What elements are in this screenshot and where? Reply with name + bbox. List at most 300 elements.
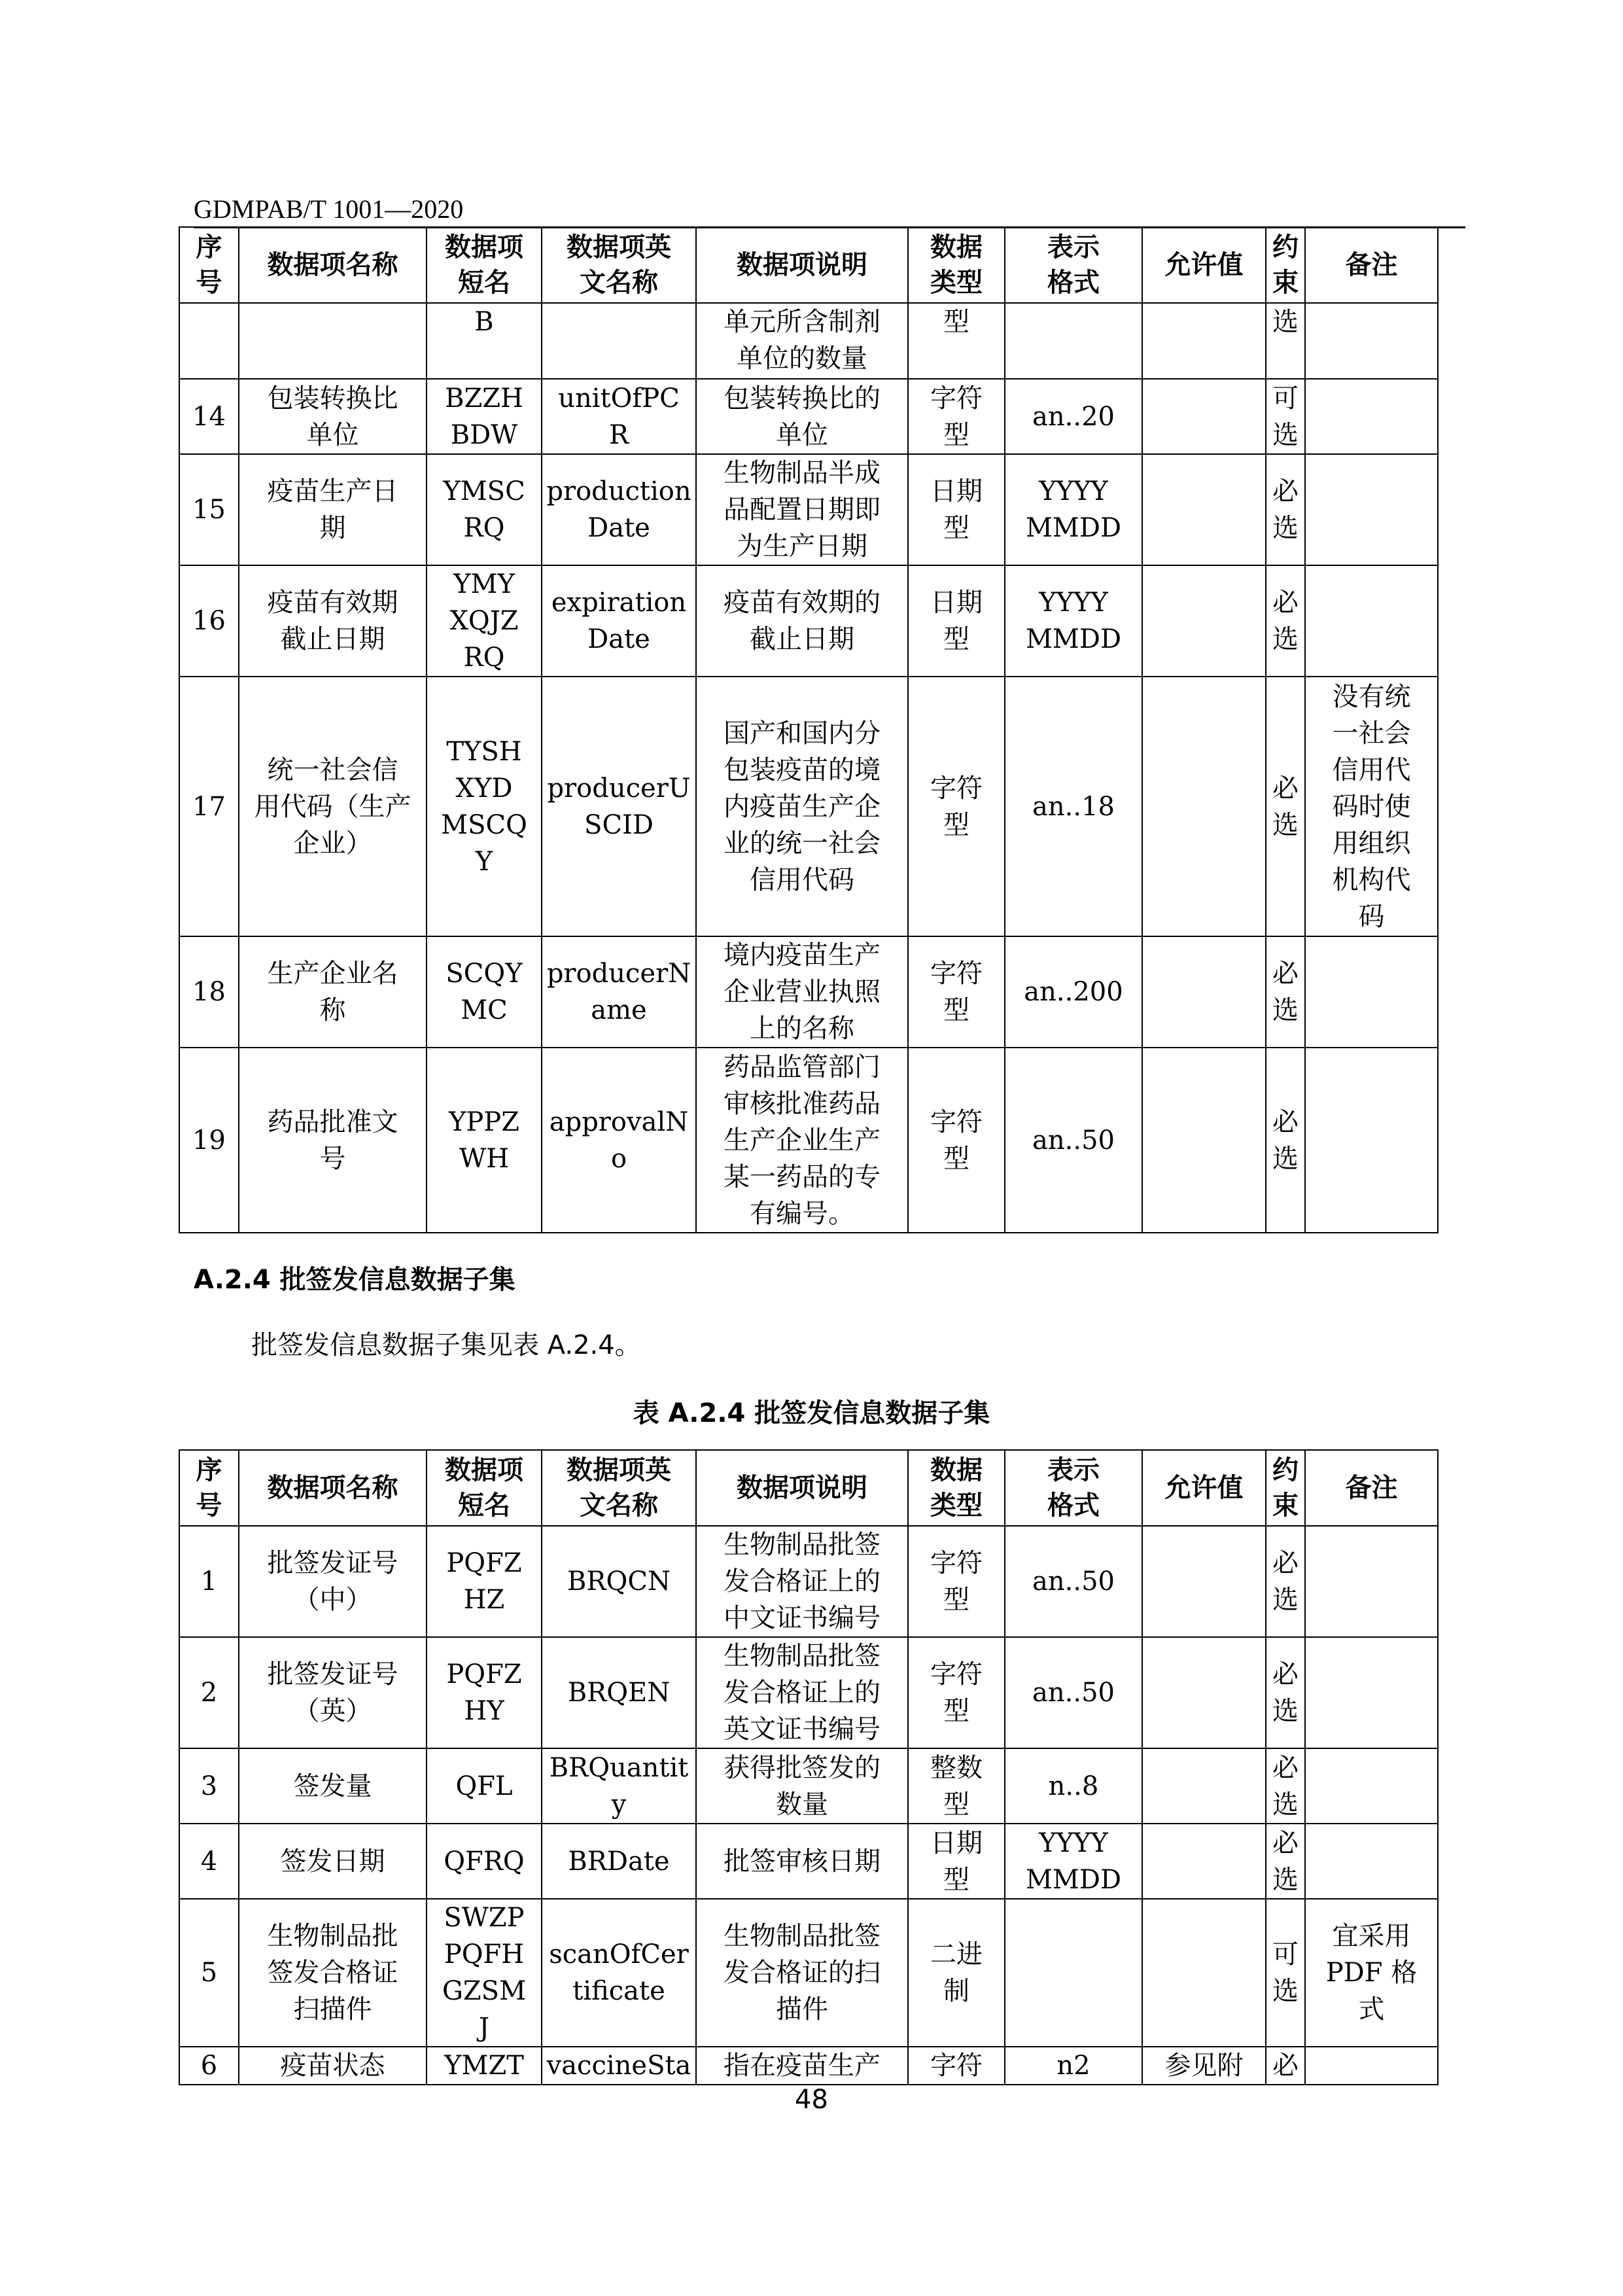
cell-line: 必 <box>1272 476 1299 506</box>
cell-line: ame <box>591 995 647 1025</box>
column-header-format <box>1005 227 1142 303</box>
column-header-constraint <box>1266 227 1305 303</box>
cell-line: 16 <box>192 606 226 636</box>
cell-line: 数据 <box>930 232 983 262</box>
cell-line: 允许值 <box>1164 250 1244 280</box>
cell-line: 一社会 <box>1332 718 1411 749</box>
cell-line: 境内疫苗生产 <box>724 940 881 970</box>
cell-line: 14 <box>192 401 226 432</box>
cell-line: 18 <box>192 977 226 1007</box>
cell-item-name <box>239 1899 427 2047</box>
cell-short-name <box>427 303 542 379</box>
cell-format <box>1005 1637 1142 1748</box>
column-header-short-name <box>427 1450 542 1526</box>
cell-line: 类型 <box>930 1491 983 1521</box>
cell-line: 必 <box>1272 959 1299 989</box>
cell-line: 有编号。 <box>750 1198 854 1229</box>
cell-line: 单元所含制剂 <box>724 307 881 337</box>
cell-allowed-values <box>1142 1824 1266 1899</box>
cell-line: PQFH <box>444 1939 525 1969</box>
cell-data-type <box>908 1824 1005 1899</box>
cell-line: YYYY <box>1039 1828 1108 1858</box>
cell-line: BRDate <box>568 1846 670 1877</box>
cell-line: 包装转换比的 <box>724 383 881 414</box>
column-header-constraint <box>1266 1450 1305 1526</box>
cell-line: 型 <box>943 307 969 337</box>
cell-format <box>1005 303 1142 379</box>
cell-line: 必 <box>1272 1828 1299 1858</box>
cell-line: 可 <box>1272 1939 1299 1969</box>
cell-line: 3 <box>200 1771 218 1801</box>
column-header-allowed-values <box>1142 227 1266 303</box>
cell-seq <box>179 1526 239 1637</box>
cell-line: 数据项说明 <box>737 250 867 280</box>
cell-line: 必 <box>1272 773 1299 804</box>
cell-line: 字符 <box>930 959 983 989</box>
cell-line: 批签发证号 <box>267 1548 398 1578</box>
cell-line: 药品监管部门 <box>724 1051 881 1082</box>
cell-line: 码时使 <box>1332 791 1411 822</box>
cell-line: 数据项说明 <box>737 1473 867 1503</box>
cell-line: 4 <box>200 1846 218 1877</box>
cell-line: 信用代 <box>1332 754 1411 785</box>
cell-data-type <box>908 565 1005 677</box>
cell-line: 参见附 <box>1164 2051 1244 2081</box>
cell-line: unitOfPC <box>558 383 680 414</box>
cell-remarks <box>1305 677 1438 936</box>
cell-line: YMZT <box>444 2051 524 2081</box>
cell-line: 序 <box>196 232 222 262</box>
cell-line: PQFZ <box>446 1548 522 1578</box>
cell-line: 疫苗有效期 <box>267 588 398 618</box>
cell-item-name <box>239 2047 427 2085</box>
cell-line: 约 <box>1272 1455 1299 1485</box>
cell-format <box>1005 1899 1142 2047</box>
cell-allowed-values <box>1142 1526 1266 1637</box>
cell-line: PQFZ <box>446 1659 522 1689</box>
cell-line: 可 <box>1272 383 1299 414</box>
cell-english-name <box>542 936 696 1048</box>
cell-data-type <box>908 303 1005 379</box>
cell-seq <box>179 1748 239 1824</box>
cell-line: 选 <box>1272 624 1299 654</box>
cell-item-name <box>239 303 427 379</box>
cell-line: 字符 <box>930 773 983 804</box>
cell-line: 表示 <box>1047 232 1100 262</box>
cell-allowed-values <box>1142 1048 1266 1233</box>
cell-format <box>1005 677 1142 936</box>
cell-line: 1 <box>200 1566 218 1597</box>
cell-line: 用组织 <box>1332 828 1411 858</box>
table-row <box>179 1748 1438 1824</box>
cell-line: 企业营业执照 <box>724 977 881 1007</box>
cell-line: 药品批准文 <box>267 1106 398 1137</box>
cell-line: 字符 <box>930 1106 983 1137</box>
cell-constraint <box>1266 1899 1305 2047</box>
cell-line: 码 <box>1358 901 1385 932</box>
cell-line: 选 <box>1272 419 1299 450</box>
cell-line: SCQY <box>445 959 523 989</box>
cell-seq <box>179 454 239 565</box>
cell-line: 签发日期 <box>280 1846 385 1877</box>
cell-remarks <box>1305 1824 1438 1899</box>
cell-description <box>696 936 908 1048</box>
table-row <box>179 565 1438 677</box>
table-header-row <box>179 1450 1438 1526</box>
cell-line: n2 <box>1056 2051 1091 2081</box>
cell-line: R <box>608 419 629 450</box>
cell-data-type <box>908 379 1005 454</box>
cell-line: BRQuantit <box>549 1752 689 1783</box>
cell-line: 字符 <box>930 383 983 414</box>
cell-line: 指在疫苗生产 <box>724 2051 881 2081</box>
cell-line: 批签审核日期 <box>724 1846 881 1877</box>
cell-line: 型 <box>943 1143 969 1174</box>
cell-line: 型 <box>943 624 969 654</box>
cell-line: 选 <box>1272 1789 1299 1820</box>
cell-line: 签发合格证 <box>267 1958 398 1988</box>
cell-line: 批签发证号 <box>267 1659 398 1689</box>
cell-line: 用代码（生产 <box>254 791 411 822</box>
cell-line: 日期 <box>930 476 983 506</box>
cell-constraint <box>1266 1048 1305 1233</box>
cell-line: 号 <box>196 268 222 298</box>
cell-line: 数据项 <box>445 232 523 262</box>
cell-seq <box>179 303 239 379</box>
cell-line: 6 <box>200 2051 218 2081</box>
cell-constraint <box>1266 379 1305 454</box>
cell-remarks <box>1305 2047 1438 2085</box>
column-header-english-name <box>542 227 696 303</box>
column-header-data-type <box>908 227 1005 303</box>
cell-remarks <box>1305 454 1438 565</box>
cell-data-type <box>908 1899 1005 2047</box>
cell-line: 上的名称 <box>750 1014 854 1044</box>
cell-line: producerN <box>546 959 691 989</box>
cell-line: SWZP <box>444 1903 525 1933</box>
cell-remarks <box>1305 1526 1438 1637</box>
cell-line: Y <box>475 846 493 877</box>
cell-remarks <box>1305 1637 1438 1748</box>
cell-data-type <box>908 1526 1005 1637</box>
cell-short-name <box>427 1899 542 2047</box>
cell-data-type <box>908 1637 1005 1748</box>
cell-description <box>696 1048 908 1233</box>
cell-line: 单位的数量 <box>737 344 867 374</box>
table-header-row <box>179 227 1438 303</box>
cell-allowed-values <box>1142 379 1266 454</box>
cell-line: HY <box>464 1696 504 1726</box>
cell-line: B <box>474 307 494 337</box>
cell-line: 2 <box>200 1678 218 1708</box>
cell-line: RQ <box>463 513 505 543</box>
cell-constraint <box>1266 677 1305 936</box>
cell-data-type <box>908 454 1005 565</box>
cell-description <box>696 379 908 454</box>
cell-short-name <box>427 565 542 677</box>
cell-format <box>1005 454 1142 565</box>
cell-english-name <box>542 565 696 677</box>
cell-line: 中文证书编号 <box>724 1603 881 1633</box>
cell-line: 整数 <box>930 1752 983 1783</box>
cell-line: MMDD <box>1025 513 1122 543</box>
cell-line: 型 <box>943 809 969 840</box>
cell-short-name <box>427 1637 542 1748</box>
cell-line: 疫苗生产日 <box>267 476 398 506</box>
cell-line: 选 <box>1272 1585 1299 1615</box>
cell-allowed-values <box>1142 454 1266 565</box>
cell-line: 短名 <box>458 268 510 298</box>
column-header-allowed-values <box>1142 1450 1266 1526</box>
cell-line: 字符 <box>930 2051 983 2081</box>
cell-line: 字符 <box>930 1548 983 1578</box>
cell-line: o <box>610 1143 627 1174</box>
cell-line: 宜采用 <box>1332 1921 1411 1951</box>
table-caption: 表 A.2.4 批签发信息数据子集 <box>633 1398 990 1428</box>
cell-allowed-values <box>1142 565 1266 677</box>
cell-line: YYYY <box>1039 476 1108 506</box>
cell-english-name <box>542 379 696 454</box>
cell-line: 截止日期 <box>280 624 385 654</box>
cell-line: MC <box>461 995 508 1025</box>
cell-line: TYSH <box>446 736 522 767</box>
cell-line: 内疫苗生产企 <box>724 791 881 822</box>
cell-line: 包装转换比 <box>267 383 398 414</box>
cell-line: 束 <box>1272 268 1299 298</box>
cell-line: 选 <box>1272 995 1299 1025</box>
cell-line: 19 <box>192 1125 226 1156</box>
cell-line: HZ <box>463 1585 505 1615</box>
cell-line: 发合格证上的 <box>724 1566 881 1597</box>
cell-item-name <box>239 379 427 454</box>
cell-line: y <box>611 1789 627 1820</box>
cell-short-name <box>427 1824 542 1899</box>
cell-line: 5 <box>200 1958 218 1988</box>
cell-seq <box>179 1048 239 1233</box>
cell-constraint <box>1266 565 1305 677</box>
cell-remarks <box>1305 1899 1438 2047</box>
cell-line: 为生产日期 <box>737 531 867 561</box>
cell-line: 业的统一社会 <box>724 828 881 858</box>
cell-item-name <box>239 1526 427 1637</box>
cell-line: an..200 <box>1024 977 1123 1007</box>
cell-line: 型 <box>943 419 969 450</box>
cell-line: n..8 <box>1048 1771 1099 1801</box>
cell-format <box>1005 936 1142 1048</box>
cell-line: 审核批准药品 <box>724 1088 881 1119</box>
cell-line: （英） <box>293 1696 372 1726</box>
cell-line: QFRQ <box>444 1846 525 1877</box>
cell-line: XQJZ <box>449 606 519 636</box>
section-text: 批签发信息数据子集见表 A.2.4。 <box>251 1330 641 1360</box>
cell-line: 品配置日期即 <box>724 495 881 525</box>
cell-line: 备注 <box>1345 250 1398 280</box>
cell-short-name <box>427 1748 542 1824</box>
cell-line: BRQCN <box>567 1566 671 1597</box>
cell-short-name <box>427 2047 542 2085</box>
cell-constraint <box>1266 936 1305 1048</box>
cell-seq <box>179 1637 239 1748</box>
cell-line: 数据项 <box>445 1455 523 1485</box>
cell-line: 格式 <box>1047 268 1100 298</box>
cell-line: BZZH <box>445 383 523 414</box>
cell-line: 包装疫苗的境 <box>724 754 881 785</box>
cell-seq <box>179 565 239 677</box>
cell-line: 文名称 <box>580 268 658 298</box>
cell-item-name <box>239 565 427 677</box>
cell-line: 选 <box>1272 307 1299 337</box>
cell-description <box>696 1748 908 1824</box>
cell-format <box>1005 1748 1142 1824</box>
cell-constraint <box>1266 303 1305 379</box>
cell-short-name <box>427 454 542 565</box>
cell-format <box>1005 565 1142 677</box>
cell-line: 字符 <box>930 1659 983 1689</box>
cell-line: 数据项英 <box>567 1455 671 1485</box>
table-row <box>179 379 1438 454</box>
cell-line: 疫苗有效期的 <box>724 588 881 618</box>
cell-short-name <box>427 1526 542 1637</box>
cell-line: producerU <box>547 773 691 804</box>
document-code: GDMPAB/T 1001—2020 <box>194 194 464 224</box>
cell-line: XYD <box>455 773 513 804</box>
cell-constraint <box>1266 1824 1305 1899</box>
cell-line: 必 <box>1272 1106 1299 1137</box>
cell-line: PDF 格 <box>1325 1958 1418 1988</box>
cell-line: 日期 <box>930 1828 983 1858</box>
cell-line: 疫苗状态 <box>280 2051 385 2081</box>
cell-line: 必 <box>1272 2051 1299 2081</box>
cell-constraint <box>1266 2047 1305 2085</box>
cell-line: 日期 <box>930 588 983 618</box>
cell-line: 文名称 <box>580 1491 658 1521</box>
cell-item-name <box>239 1048 427 1233</box>
cell-line: 统一社会信 <box>267 754 398 785</box>
table-row <box>179 2047 1438 2085</box>
cell-data-type <box>908 1048 1005 1233</box>
cell-item-name <box>239 1748 427 1824</box>
table-row <box>179 303 1438 379</box>
cell-description <box>696 303 908 379</box>
table-row <box>179 1824 1438 1899</box>
cell-line: 选 <box>1272 809 1299 840</box>
cell-short-name <box>427 936 542 1048</box>
cell-description <box>696 1824 908 1899</box>
cell-line: 单位 <box>776 419 828 450</box>
cell-line: 生物制品批签 <box>724 1641 881 1671</box>
cell-line: 选 <box>1272 1864 1299 1895</box>
cell-line: 数据项名称 <box>267 1473 398 1503</box>
cell-remarks <box>1305 565 1438 677</box>
cell-line: SCID <box>584 809 654 840</box>
cell-line: GZSM <box>442 1976 527 2006</box>
cell-item-name <box>239 454 427 565</box>
cell-allowed-values <box>1142 936 1266 1048</box>
table-row <box>179 1637 1438 1748</box>
cell-seq <box>179 1899 239 2047</box>
cell-constraint <box>1266 1748 1305 1824</box>
cell-line: BRQEN <box>567 1678 671 1708</box>
cell-line: MMDD <box>1025 624 1122 654</box>
cell-line: 号 <box>319 1143 346 1174</box>
cell-line: 获得批签发的 <box>724 1752 881 1783</box>
cell-constraint <box>1266 1637 1305 1748</box>
cell-line: 选 <box>1272 1143 1299 1174</box>
cell-line: J <box>478 2013 490 2043</box>
cell-description <box>696 565 908 677</box>
cell-line: scanOfCer <box>549 1939 689 1969</box>
cell-remarks <box>1305 936 1438 1048</box>
cell-line: 生物制品批签 <box>724 1921 881 1951</box>
cell-short-name <box>427 677 542 936</box>
cell-description <box>696 2047 908 2085</box>
cell-line: 15 <box>192 495 226 525</box>
cell-format <box>1005 1526 1142 1637</box>
cell-constraint <box>1266 1526 1305 1637</box>
cell-english-name <box>542 454 696 565</box>
cell-remarks <box>1305 379 1438 454</box>
column-header-remarks <box>1305 227 1438 303</box>
cell-line: 描件 <box>776 1994 828 2024</box>
cell-line: 束 <box>1272 1491 1299 1521</box>
cell-constraint <box>1266 454 1305 565</box>
cell-english-name <box>542 1748 696 1824</box>
column-header-short-name <box>427 227 542 303</box>
cell-line: 格式 <box>1047 1491 1100 1521</box>
cell-line: production <box>546 476 691 506</box>
table-row <box>179 1899 1438 2047</box>
cell-line: 表示 <box>1047 1455 1100 1485</box>
cell-line: BDW <box>450 419 518 450</box>
cell-line: an..50 <box>1032 1566 1115 1597</box>
cell-line: QFL <box>455 1771 513 1801</box>
cell-line: 生产企业名 <box>267 959 398 989</box>
cell-item-name <box>239 1824 427 1899</box>
cell-line: 截止日期 <box>750 624 854 654</box>
cell-seq <box>179 677 239 936</box>
cell-line: 17 <box>192 791 226 822</box>
cell-line: 信用代码 <box>750 864 854 895</box>
table-row <box>179 936 1438 1048</box>
cell-format <box>1005 1824 1142 1899</box>
cell-line: 扫描件 <box>293 1994 372 2024</box>
cell-line: 序 <box>196 1455 222 1485</box>
column-header-english-name <box>542 1450 696 1526</box>
cell-description <box>696 1526 908 1637</box>
cell-line: 发合格证上的 <box>724 1678 881 1708</box>
cell-line: 数量 <box>776 1789 828 1820</box>
cell-line: 发合格证的扫 <box>724 1958 881 1988</box>
cell-data-type <box>908 677 1005 936</box>
cell-line: 生物制品批 <box>267 1921 398 1951</box>
cell-english-name <box>542 1899 696 2047</box>
cell-short-name <box>427 379 542 454</box>
cell-line: expiration <box>551 588 687 618</box>
cell-line: 选 <box>1272 513 1299 543</box>
cell-line: （中） <box>293 1585 372 1615</box>
cell-description <box>696 454 908 565</box>
cell-line: 单位 <box>306 419 359 450</box>
column-header-description <box>696 227 908 303</box>
cell-allowed-values <box>1142 2047 1266 2085</box>
cell-line: YYYY <box>1039 588 1108 618</box>
cell-english-name <box>542 303 696 379</box>
cell-item-name <box>239 677 427 936</box>
cell-line: 二进 <box>930 1939 983 1969</box>
cell-line: YMY <box>453 569 515 599</box>
cell-description <box>696 677 908 936</box>
column-header-seq <box>179 1450 239 1526</box>
